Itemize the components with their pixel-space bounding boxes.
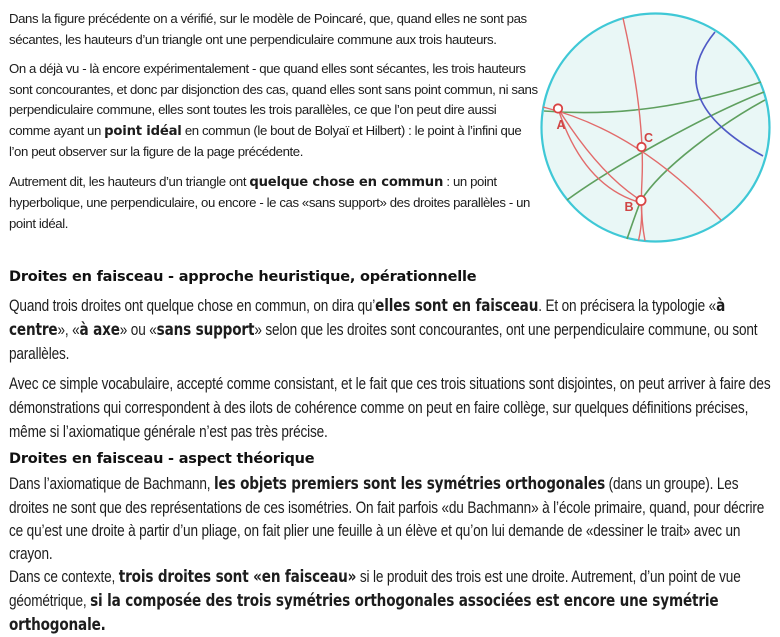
body-text: si le produit des trois est une droite. Autrement, d’un point de vue géométrique, <box>9 567 741 610</box>
point-A-marker[interactable] <box>554 104 562 112</box>
body-text: : un point hyperbolique, une perpendiculaire, ou encore - le cas «sans support» des droites parallèles - un point idéal. <box>9 173 530 231</box>
point-B-label: B <box>624 200 634 214</box>
accent-text: point idéal <box>104 123 182 139</box>
body-text: Avec ce simple vocabulaire, accepté comme consistant, et le fait que ces trois situations sont disjointes, on peut arriver à faire des démonstrations qui correspondent à des ilots de cohérence comme on peut en faire collège, sur quelques définitions précises, même si l’axiomatique générale n’est pas très précise. <box>9 374 771 441</box>
body-text: Quand trois droites ont quelque chose en commun, on dira qu’ <box>9 296 376 315</box>
paragraph <box>9 172 539 235</box>
accent-text: elles sont en faisceau <box>375 296 539 316</box>
body-text: . Et on précisera la typologie « <box>538 296 717 315</box>
body-text: » selon que les droites sont concourantes, ont une perpendiculaire commune, ou sont parallèles. <box>9 320 758 363</box>
paragraph <box>9 294 779 366</box>
body-text: » ou « <box>119 320 157 339</box>
poincare-disk-svg <box>532 5 779 250</box>
accent-text: à centre <box>9 296 726 340</box>
body-text: en commun (le bout de Bolyaï et Hilbert) : le point à l’infini que l’on peut observer sur la figure de la page précédente. <box>9 122 522 159</box>
accent-text: quelque chose en commun <box>249 174 444 190</box>
accent-text: sans support <box>156 320 255 340</box>
main-text-sections <box>9 266 779 637</box>
paragraph <box>9 372 779 444</box>
point-B-marker[interactable] <box>636 196 645 205</box>
body-text: On a déjà vu - là encore expérimentalement - que quand elles sont sécantes, les trois hauteurs sont concourantes, et donc par disjonction des cas, quand elles sont sans point commun, ni sans perpendiculaire commune, elles sont toutes les trois parallèles, ce que l’on peut dire aussi comme ayant un <box>9 61 538 138</box>
accent-text: si la composée des trois symétries orthogonales associées est encore une symétrie orthogonale. <box>9 591 719 635</box>
paragraph <box>9 9 539 50</box>
body-text: Dans l’axiomatique de Bachmann, <box>9 474 215 493</box>
poincare-disk-figure <box>532 5 779 250</box>
intro-text-column <box>9 9 539 243</box>
body-text: Autrement dit, les hauteurs d’un triangle ont <box>9 173 250 189</box>
section-heading: Droites en faisceau - aspect théorique <box>9 451 315 467</box>
body-text: (dans un groupe). Les droites ne sont que des représentations de ces isométries. On fait parfois «du Bachmann» à l’école primaire, quand, pour décrire ce qu’est une droite à partir d’un pliage, on fait plier une feuille à un élève et qu’on lui demande de «dessiner le trait» avec un crayon. <box>9 474 765 563</box>
point-A-label: A <box>556 118 566 132</box>
body-text: Dans ce contexte, <box>9 567 119 586</box>
paragraph <box>9 472 779 637</box>
body-text: Dans la figure précédente on a vérifié, sur le modèle de Poincaré, que, quand elles ne sont pas sécantes, les hauteurs d’un triangle ont une perpendiculaire commune aux trois hauteurs. <box>9 11 527 47</box>
section-heading: Droites en faisceau - approche heuristique, opérationnelle <box>9 269 477 285</box>
disk-boundary-circle <box>542 14 770 242</box>
body-text: », « <box>57 320 80 339</box>
accent-text: à axe <box>79 320 120 340</box>
paragraph <box>9 59 539 163</box>
point-C-label: C <box>643 131 654 145</box>
accent-text: trois droites sont «en faisceau» <box>118 567 357 587</box>
accent-text: les objets premiers sont les symétries orthogonales <box>214 474 606 494</box>
